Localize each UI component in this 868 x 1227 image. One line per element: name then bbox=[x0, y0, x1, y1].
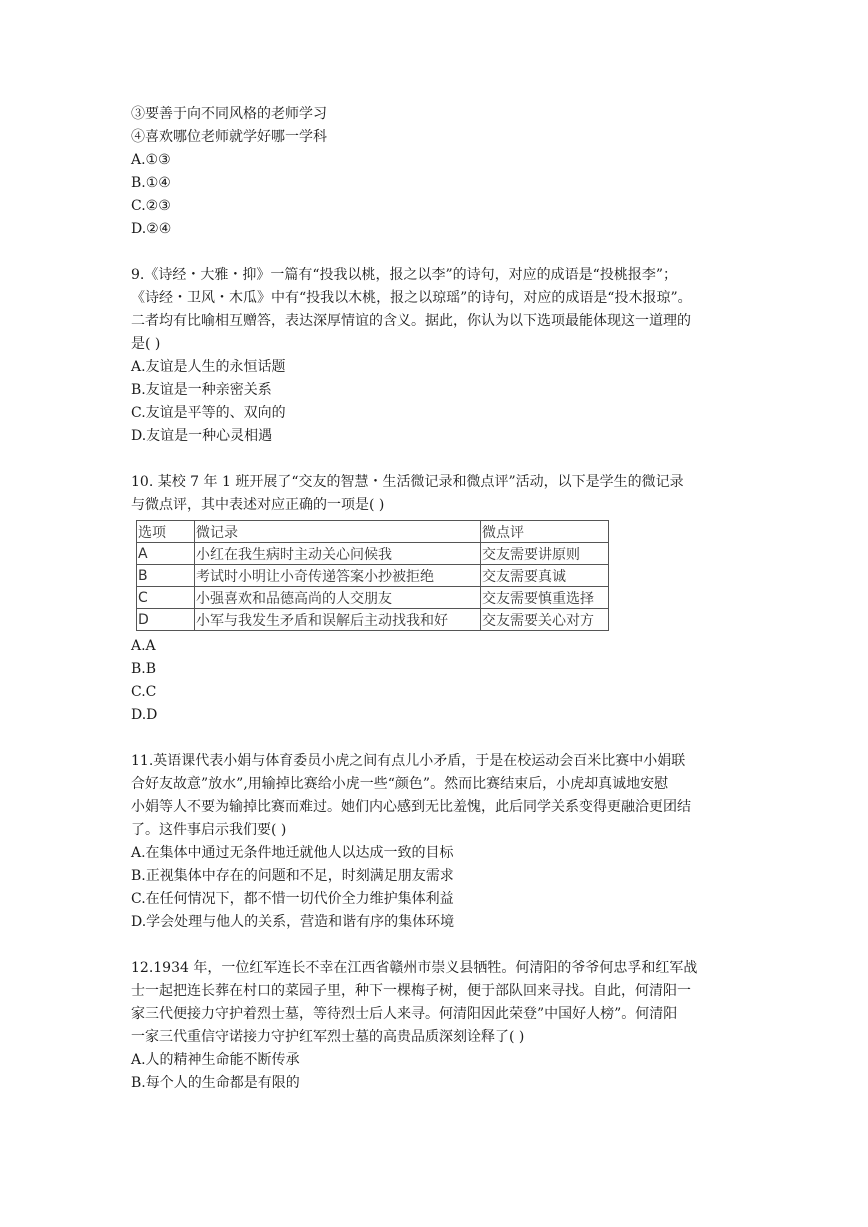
table-row bbox=[137, 543, 609, 565]
option-a: A.在集体中通过无条件地迁就他人以达成一致的目标 bbox=[131, 845, 454, 861]
table-row bbox=[137, 587, 609, 609]
stem-line: 二者均有比喻相互赠答，表达深厚情谊的含义。据此，你认为以下选项最能体现这一道理的 bbox=[131, 313, 691, 329]
stem-line: 一家三代重信守诺接力守护红军烈士墓的高贵品质深刻诠释了( ) bbox=[131, 1029, 525, 1045]
stem-line: 了。这件事启示我们要( ) bbox=[131, 822, 287, 838]
table-cell: 交友需要真诚 bbox=[481, 565, 609, 587]
table-header-row bbox=[137, 521, 609, 543]
option-b: B.①④ bbox=[131, 175, 171, 191]
stem-line: 与微点评，其中表述对应正确的一项是( ) bbox=[131, 497, 385, 513]
option-d: D.②④ bbox=[131, 221, 172, 237]
option-d: D.友谊是一种心灵相遇 bbox=[131, 428, 273, 444]
option-b: B.友谊是一种亲密关系 bbox=[131, 382, 272, 398]
stem-line: 士一起把连长葬在村口的菜园子里，种下一棵梅子树，便于部队回来寻找。自此，何清阳一 bbox=[131, 983, 691, 999]
option-a: A.①③ bbox=[131, 152, 171, 168]
option-b: B.B bbox=[131, 661, 157, 677]
option-d: D.学会处理与他人的关系，营造和谐有序的集体环境 bbox=[131, 914, 455, 930]
table-cell: B bbox=[137, 565, 195, 587]
option-d: D.D bbox=[131, 707, 158, 723]
table-header-cell: 选项 bbox=[137, 521, 195, 543]
option-b: B.每个人的生命都是有限的 bbox=[131, 1075, 300, 1091]
option-c: C.②③ bbox=[131, 198, 171, 214]
question-11-stem bbox=[131, 750, 743, 842]
question-9-stem bbox=[131, 264, 743, 356]
option-a: A.友谊是人生的永恒话题 bbox=[131, 359, 286, 375]
exam-page bbox=[131, 103, 743, 1095]
question-10-stem bbox=[131, 471, 743, 517]
table-cell: 考试时小明让小奇传递答案小抄被拒绝 bbox=[195, 565, 481, 587]
table-row bbox=[137, 609, 609, 631]
stem-line: 《诗经・卫风・木瓜》中有“投我以木桃，报之以琼瑶”的诗句，对应的成语是“投木报琼”。 bbox=[131, 290, 692, 306]
table-cell: 交友需要关心对方 bbox=[481, 609, 609, 631]
option-b: B.正视集体中存在的问题和不足，时刻满足朋友需求 bbox=[131, 868, 454, 884]
option-a: A.人的精神生命能不断传承 bbox=[131, 1052, 300, 1068]
table-cell: 小红在我生病时主动关心问候我 bbox=[195, 543, 481, 565]
stem-line: 家三代便接力守护着烈士墓，等待烈士后人来寻。何清阳因此荣登”中国好人榜”。何清阳 bbox=[131, 1006, 678, 1022]
stem-line: 10. 某校 7 年 1 班开展了“交友的智慧・生活微记录和微点评”活动，以下是学生的微记录 bbox=[131, 474, 684, 490]
stem-line: 9.《诗经・大雅・抑》一篇有“投我以桃，报之以李”的诗句，对应的成语是“投桃报李”； bbox=[131, 267, 677, 283]
question-9 bbox=[131, 264, 743, 448]
table-row bbox=[137, 565, 609, 587]
table-cell: 交友需要讲原则 bbox=[481, 543, 609, 565]
stem-line: 小娟等人不要为输掉比赛而难过。她们内心感到无比羞愧，此后同学关系变得更融洽更团结 bbox=[131, 799, 691, 815]
record-table bbox=[136, 520, 609, 631]
table-cell: 小强喜欢和品德高尚的人交朋友 bbox=[195, 587, 481, 609]
option-c: C.在任何情况下，都不惜一切代价全力维护集体利益 bbox=[131, 891, 454, 907]
question-10 bbox=[131, 471, 743, 727]
option-c: C.C bbox=[131, 684, 157, 700]
table-cell: A bbox=[137, 543, 195, 565]
question-8 bbox=[131, 103, 743, 241]
question-11 bbox=[131, 750, 743, 934]
option-c: C.友谊是平等的、双向的 bbox=[131, 405, 286, 421]
table-header-cell: 微记录 bbox=[195, 521, 481, 543]
stem-line: 是( ) bbox=[131, 336, 161, 352]
stem-line: 12.1934 年，一位红军连长不幸在江西省赣州市崇义县牺牲。何清阳的爷爷何忠孚和红军战 bbox=[131, 960, 698, 976]
statement-4: ④喜欢哪位老师就学好哪一学科 bbox=[131, 129, 327, 145]
question-12 bbox=[131, 957, 743, 1095]
table-header-cell: 微点评 bbox=[481, 521, 609, 543]
stem-line: 11.英语课代表小娟与体育委员小虎之间有点儿小矛盾，于是在校运动会百米比赛中小娟联 bbox=[131, 753, 686, 769]
table-cell: 交友需要慎重选择 bbox=[481, 587, 609, 609]
option-a: A.A bbox=[131, 638, 156, 654]
table-cell: C bbox=[137, 587, 195, 609]
table-cell: D bbox=[137, 609, 195, 631]
table-cell: 小军与我发生矛盾和误解后主动找我和好 bbox=[195, 609, 481, 631]
question-12-stem bbox=[131, 957, 743, 1049]
statement-3: ③要善于向不同风格的老师学习 bbox=[131, 106, 327, 122]
stem-line: 合好友故意”放水”,用输掉比赛给小虎一些“颜色”。然而比赛结束后，小虎却真诚地安慰 bbox=[131, 776, 669, 792]
